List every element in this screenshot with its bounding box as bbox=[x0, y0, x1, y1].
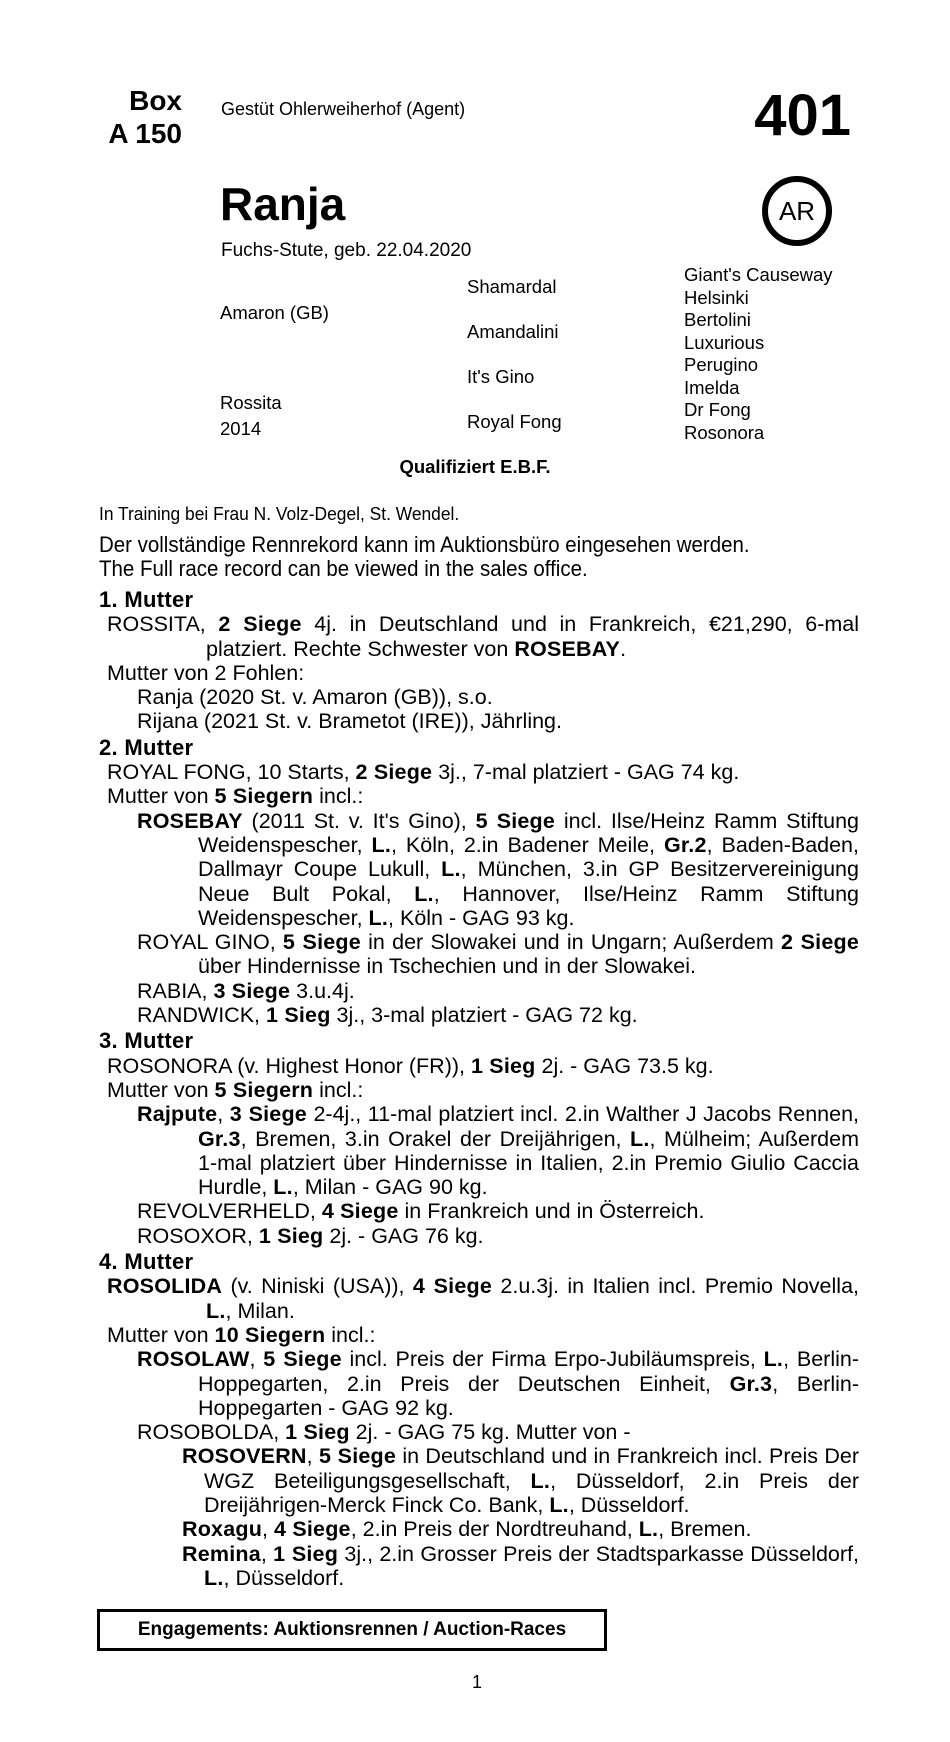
dam-section bbox=[99, 1250, 859, 1590]
dam-line-sections bbox=[99, 588, 859, 1590]
pedigree-great-grandparent: Dr Fong bbox=[684, 399, 751, 420]
pedigree-great-grandparent: Bertolini bbox=[684, 309, 751, 330]
pedigree-sire: Amaron (GB) bbox=[220, 302, 329, 323]
section-line: Roxagu, 4 Siege, 2.in Preis der Nordtreuhand, L., Bremen. bbox=[182, 1517, 752, 1542]
box-number: A 150 bbox=[108, 118, 182, 149]
dam-section bbox=[99, 736, 859, 1028]
pedigree-dam-year: 2014 bbox=[220, 418, 262, 439]
horse-name: Ranja bbox=[220, 178, 346, 230]
section-line: Remina, 1 Sieg 3j., 2.in Grosser Preis der Stadtsparkasse Düsseldorf, L., Düsseldorf. bbox=[182, 1541, 859, 1590]
record-note-en: The Full race record can be viewed in the sales office. bbox=[99, 556, 588, 581]
section-line: Mutter von 5 Siegern incl.: bbox=[107, 1077, 364, 1102]
section-line: Rijana (2021 St. v. Brametot (IRE)), Jährling. bbox=[137, 709, 562, 734]
pedigree-great-grandparent: Rosonora bbox=[684, 422, 765, 443]
section-line: Rajpute, 3 Siege 2-4j., 11-mal platziert incl. 2.in Walther J Jacobs Rennen, Gr.3, Bremen, 3.in Orakel der Dreijährigen, L., Mülheim; Außerdem 1-mal platziert über Hindernisse in Italien, 2.in Premio Giulio Caccia Hurdle, L., Milan - GAG 90 kg. bbox=[137, 1102, 860, 1200]
section-line: Mutter von 10 Siegern incl.: bbox=[107, 1322, 376, 1347]
section-heading: 1. Mutter bbox=[99, 587, 194, 612]
dam-section bbox=[99, 1029, 859, 1248]
box-label: Box bbox=[129, 85, 182, 116]
section-line: RABIA, 3 Siege 3.u.4j. bbox=[137, 978, 355, 1003]
pedigree-grandparent: Royal Fong bbox=[467, 411, 562, 432]
section-line: ROSOVERN, 5 Siege in Deutschland und in Frankreich incl. Preis Der WGZ Beteiligungsgesellschaft, L., Düsseldorf, 2.in Preis der Dreijährigen-Merck Finck Co. Bank, L., Düsseldorf. bbox=[182, 1444, 859, 1517]
pedigree-dam: Rossita bbox=[220, 392, 282, 413]
pedigree-great-grandparent: Imelda bbox=[684, 377, 740, 398]
section-line: RANDWICK, 1 Sieg 3j., 3-mal platziert - GAG 72 kg. bbox=[137, 1003, 638, 1028]
ar-badge-label: AR bbox=[778, 195, 816, 226]
section-line: Mutter von 2 Fohlen: bbox=[107, 660, 305, 685]
pedigree-grandparent: It's Gino bbox=[467, 366, 535, 387]
pedigree-great-grandparent: Perugino bbox=[684, 354, 759, 375]
record-note bbox=[99, 533, 750, 581]
engagements-box bbox=[97, 1609, 607, 1651]
horse-description: Fuchs-Stute, geb. 22.04.2020 bbox=[221, 240, 472, 261]
section-line: ROYAL GINO, 5 Siege in der Slowakei und in Ungarn; Außerdem 2 Siege über Hindernisse in Tschechien und in der Slowakei. bbox=[137, 930, 859, 979]
section-line: ROSONORA (v. Highest Honor (FR)), 1 Sieg 2j. - GAG 73.5 kg. bbox=[107, 1053, 714, 1078]
section-heading: 4. Mutter bbox=[99, 1249, 194, 1275]
page-number: 1 bbox=[471, 1672, 482, 1692]
section-line: ROYAL FONG, 10 Starts, 2 Siege 3j., 7-mal platziert - GAG 74 kg. bbox=[107, 760, 740, 785]
section-line: ROSSITA, 2 Siege 4j. in Deutschland und in Frankreich, €21,290, 6-mal platziert. Rechte Schwester von ROSEBAY. bbox=[107, 612, 859, 661]
section-line: ROSEBAY (2011 St. v. It's Gino), 5 Siege incl. Ilse/Heinz Ramm Stiftung Weidenspescher, L., Köln, 2.in Badener Meile, Gr.2, Baden-Baden, Dallmayr Coupe Lukull, L., München, 3.in GP Besitzervereinigung Neue Bult Pokal, L., Hannover, Ilse/Heinz Ramm Stiftung Weidenspescher, L., Köln - GAG 93 kg. bbox=[137, 808, 859, 930]
section-line: ROSOLAW, 5 Siege incl. Preis der Firma Erpo-Jubiläumspreis, L., Berlin-Hoppegarten, 2.in Preis der Deutschen Einheit, Gr.3, Berlin-Hoppegarten - GAG 92 kg. bbox=[137, 1347, 859, 1420]
section-line: ROSOXOR, 1 Sieg 2j. - GAG 76 kg. bbox=[137, 1223, 484, 1248]
qualification: Qualifiziert E.B.F. bbox=[399, 456, 551, 477]
section-line: Ranja (2020 St. v. Amaron (GB)), s.o. bbox=[137, 685, 493, 710]
pedigree-great-grandparent: Luxurious bbox=[684, 332, 765, 353]
section-line: ROSOBOLDA, 1 Sieg 2j. - GAG 75 kg. Mutter von - bbox=[137, 1420, 631, 1445]
section-line: Mutter von 5 Siegern incl.: bbox=[107, 784, 364, 809]
record-note-de: Der vollständige Rennrekord kann im Auktionsbüro eingesehen werden. bbox=[99, 532, 750, 557]
section-heading: 2. Mutter bbox=[99, 734, 194, 760]
pedigree-great-grandparent: Helsinki bbox=[684, 287, 749, 308]
pedigree-grandparent: Amandalini bbox=[467, 321, 559, 342]
pedigree-great-grandparent: Giant's Causeway bbox=[684, 264, 833, 285]
section-line: REVOLVERHELD, 4 Siege in Frankreich und in Österreich. bbox=[137, 1199, 705, 1224]
lot-number: 401 bbox=[754, 83, 851, 148]
pedigree-grandparent: Shamardal bbox=[467, 276, 557, 297]
section-line: ROSOLIDA (v. Niniski (USA)), 4 Siege 2.u.3j. in Italien incl. Premio Novella, L., Milan. bbox=[107, 1274, 859, 1323]
ar-badge-icon bbox=[762, 176, 832, 246]
training-info: In Training bei Frau N. Volz-Degel, St. Wendel. bbox=[99, 503, 460, 524]
engagements-label: Engagements: Auktionsrennen / Auction-Races bbox=[137, 1619, 567, 1640]
dam-section bbox=[99, 588, 859, 734]
section-heading: 3. Mutter bbox=[99, 1028, 194, 1054]
consignor: Gestüt Ohlerweiherhof (Agent) bbox=[221, 99, 466, 119]
